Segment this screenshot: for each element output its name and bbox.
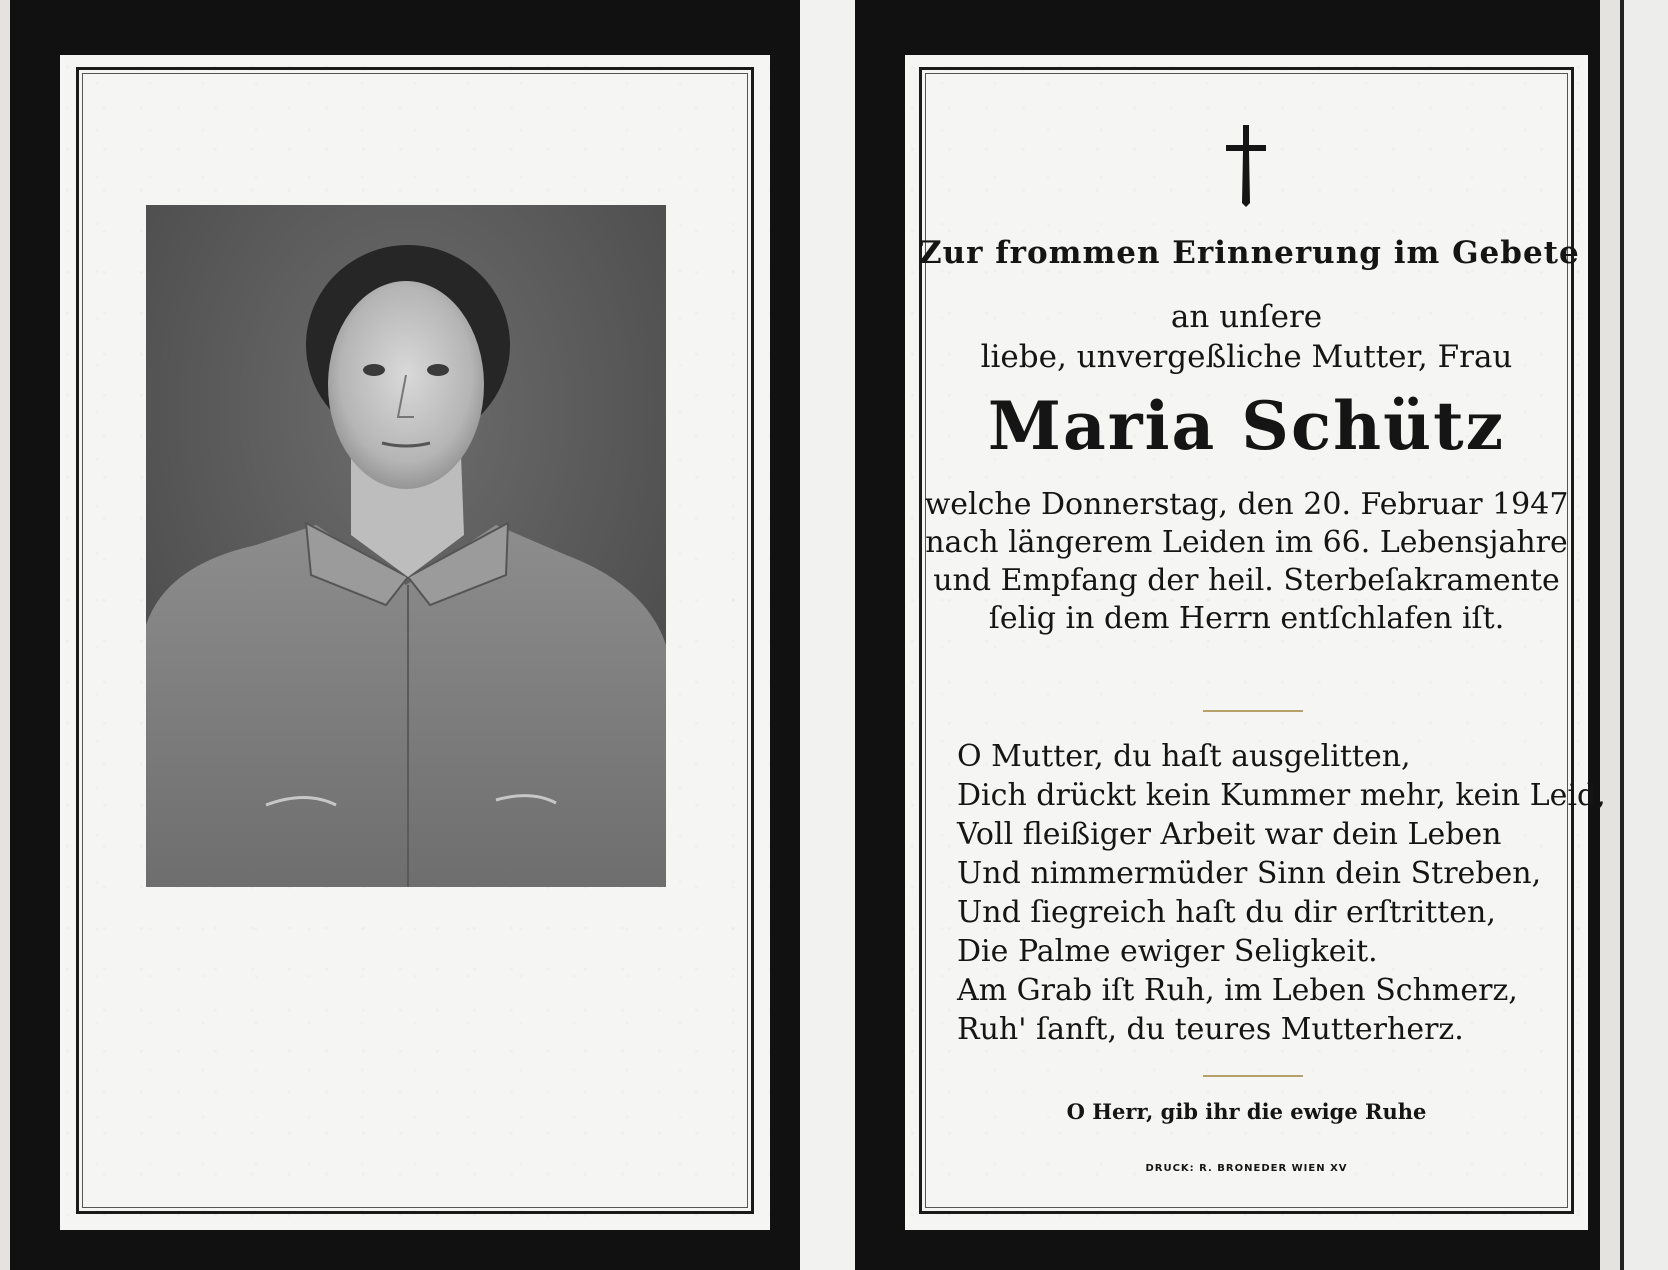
poem-line: Und ſiegreich haſt du dir erſtritten, (957, 895, 1496, 930)
intro-line-2: liebe, unvergeßliche Mutter, Frau (980, 339, 1513, 375)
card-gap (800, 0, 855, 1270)
passage-line: welche Donnerstag, den 20. Februar 1947 (924, 487, 1569, 522)
text-card (855, 0, 1606, 1270)
poem-line: O Mutter, du haſt ausgelitten, (957, 739, 1411, 774)
poem-line: Und nimmermüder Sinn dein Streben, (957, 856, 1542, 891)
poem-line: Am Grab iſt Ruh, im Leben Schmerz, (957, 973, 1518, 1008)
closing-prayer: O Herr, gib ihr die ewige Ruhe (1066, 1099, 1427, 1124)
passage-line: nach längerem Leiden im 66. Lebensjahre (925, 525, 1568, 560)
deceased-name: Maria Schütz (987, 387, 1506, 465)
portrait-photo (146, 205, 666, 887)
printer-imprint: DRUCK: R. BRONEDER WIEN XV (1145, 1163, 1348, 1174)
poem-line: Ruh' ſanft, du teures Mutterherz. (957, 1012, 1464, 1047)
poem-line: Dich drückt kein Kummer mehr, kein Leid, (957, 778, 1606, 813)
portrait-card-paper (60, 55, 770, 1230)
portrait-card (10, 0, 800, 1270)
memorial-text (919, 67, 1606, 1214)
card-heading: Zur frommen Erinnerung im Gebete (919, 235, 1580, 271)
divider-rule (1203, 1075, 1303, 1077)
intro-line-1: an unſere (1170, 299, 1323, 335)
divider-rule (1203, 710, 1303, 712)
portrait-photo-image (146, 205, 666, 887)
text-card-paper (905, 55, 1606, 1230)
poem-line: Voll fleißiger Arbeit war dein Leben (957, 817, 1502, 852)
scan-edge (1620, 0, 1668, 1270)
cross-icon (1226, 125, 1266, 207)
poem-line: Die Palme ewiger Seligkeit. (957, 934, 1378, 969)
passage-line: und Empfang der heil. Sterbeſakramente (933, 563, 1560, 598)
passage-line: ſelig in dem Herrn entſchlafen iſt. (988, 601, 1505, 636)
